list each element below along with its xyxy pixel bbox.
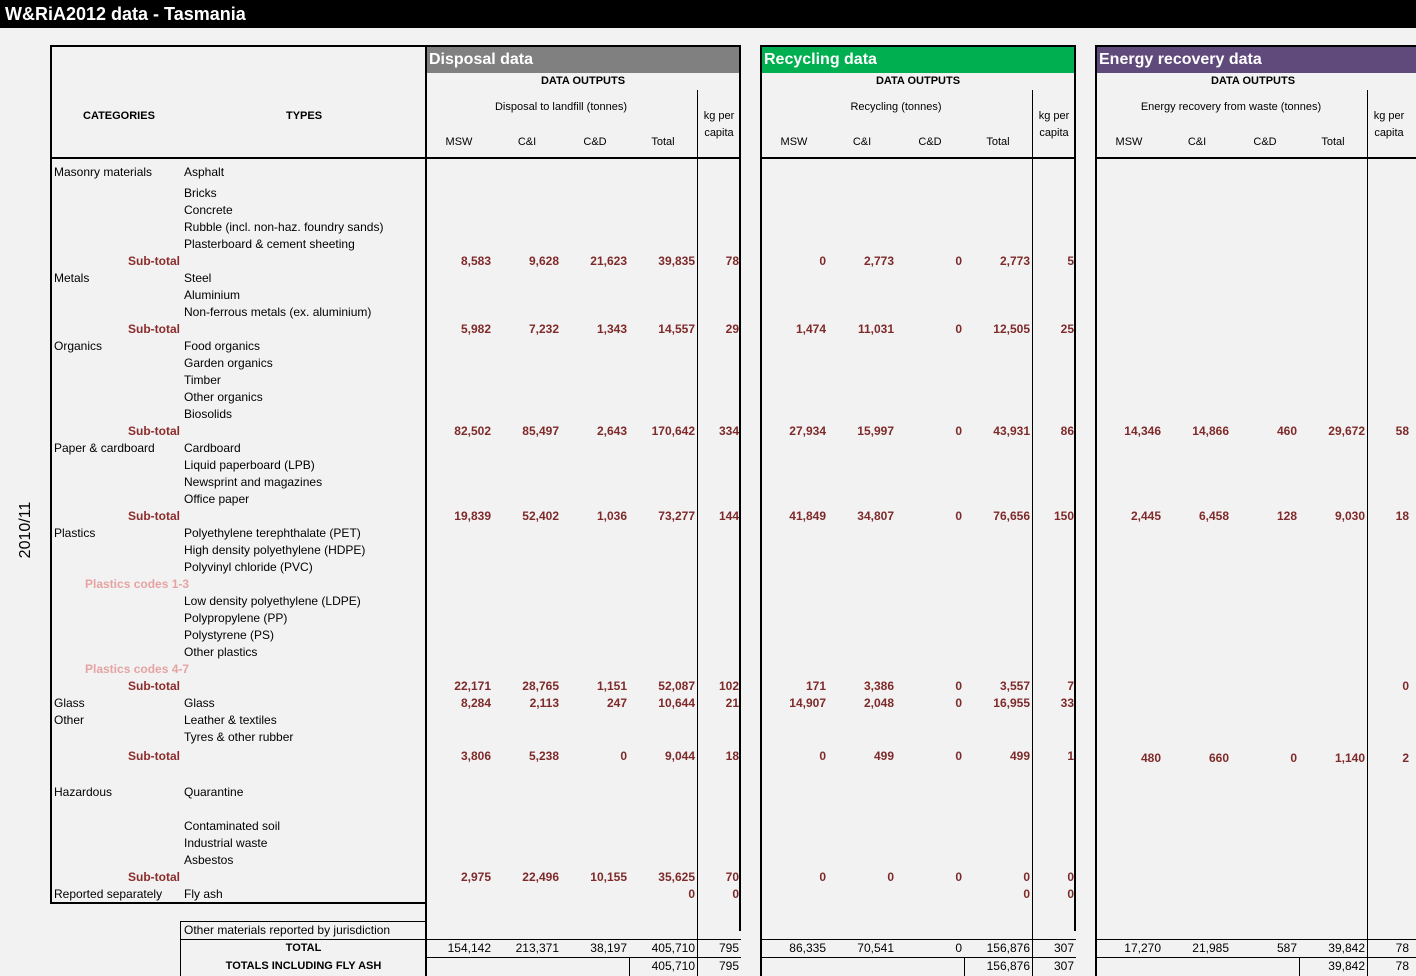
recycling-kg-per: kg per	[1038, 110, 1070, 122]
recycling-cell: 14,907	[789, 696, 826, 710]
disposal-cell: 28,765	[522, 679, 559, 693]
energy-fly-ash-total-cell: 78	[1395, 959, 1409, 973]
type-label: Plasterboard & cement sheeting	[184, 237, 355, 251]
disposal-cell: 73,277	[658, 509, 695, 523]
energy-data-outputs: DATA OUTPUTS	[1210, 75, 1296, 87]
type-label: Biosolids	[184, 407, 233, 421]
disposal-cell: 5,982	[460, 322, 491, 336]
energy-fly-ash-total-cell: 39,842	[1328, 959, 1365, 973]
energy-cell: 14,866	[1192, 424, 1229, 438]
energy-cell: 14,346	[1124, 424, 1161, 438]
subtotal-label: Sub-total	[128, 322, 180, 336]
disposal-header-divider	[425, 157, 741, 159]
disposal-cell: 22,171	[454, 679, 491, 693]
disposal-cell: 78	[725, 254, 739, 268]
disposal-cell: 144	[718, 509, 739, 523]
recycling-cell: 2,773	[863, 254, 894, 268]
disposal-cell: 8,284	[460, 696, 491, 710]
energy-cell: 2	[1402, 751, 1409, 765]
type-label: Newsprint and magazines	[184, 475, 323, 489]
disposal-cell: 35,625	[658, 870, 695, 884]
total-label: TOTAL	[285, 942, 322, 954]
disposal-cell: 21	[725, 696, 739, 710]
recycling-cell: 2,048	[863, 696, 894, 710]
energy-cell: 6,458	[1198, 509, 1229, 523]
energy-section-title: Energy recovery data	[1095, 47, 1416, 73]
category-label: Plastics	[54, 526, 96, 540]
recycling-cell: 43,931	[993, 424, 1030, 438]
type-label: Polypropylene (PP)	[184, 611, 288, 625]
type-label: Other organics	[184, 390, 263, 404]
recycling-cell: 5	[1067, 254, 1074, 268]
type-label: Low density polyethylene (LDPE)	[184, 594, 361, 608]
recycling-kg-divider	[1032, 90, 1033, 976]
recycling-col-total: Total	[986, 136, 1010, 148]
header-types: TYPES	[286, 110, 323, 122]
energy-col-cd: C&D	[1253, 136, 1277, 148]
disposal-section-title: Disposal data	[425, 47, 741, 73]
energy-cell: 9,030	[1334, 509, 1365, 523]
recycling-col-ci: C&I	[852, 136, 872, 148]
type-label: Non-ferrous metals (ex. aluminium)	[184, 305, 372, 319]
header-divider	[50, 157, 427, 159]
type-label: Concrete	[184, 203, 233, 217]
recycling-cell: 15,997	[857, 424, 894, 438]
recycling-right-border	[1074, 45, 1076, 931]
recycling-fly-ash-total-cell: 307	[1053, 959, 1074, 973]
disposal-cell: 102	[718, 679, 739, 693]
disposal-cell: 2,113	[529, 696, 559, 710]
recycling-cell: 0	[955, 870, 962, 884]
recycling-cell: 0	[819, 254, 826, 268]
disposal-cell: 247	[606, 696, 627, 710]
recycling-cell: 0	[1023, 887, 1030, 901]
type-label: Contaminated soil	[184, 819, 281, 833]
disposal-cell: 0	[732, 887, 739, 901]
recycling-top-border	[760, 45, 1076, 47]
recycling-cell: 0	[955, 322, 962, 336]
subtotal-label: Sub-total	[128, 749, 180, 763]
disposal-total-cell: 795	[718, 941, 739, 955]
disposal-cell: 334	[718, 424, 739, 438]
disposal-col-ci: C&I	[517, 136, 537, 148]
energy-total-cell: 17,270	[1124, 941, 1161, 955]
recycling-cell: 7	[1067, 679, 1074, 693]
recycling-cell: 499	[873, 749, 894, 763]
disposal-cell: 14,557	[658, 322, 695, 336]
recycling-total-cell: 86,335	[789, 941, 826, 955]
recycling-col-cd: C&D	[918, 136, 942, 148]
type-label: Aluminium	[184, 288, 241, 302]
disposal-fly-ash-total-cell: 405,710	[651, 959, 695, 973]
disposal-cell: 0	[620, 749, 627, 763]
disposal-cell: 1,036	[596, 509, 627, 523]
subtotal-label: Sub-total	[128, 679, 180, 693]
energy-col-total: Total	[1321, 136, 1345, 148]
energy-cell: 480	[1140, 751, 1161, 765]
type-label: Fly ash	[184, 887, 223, 901]
category-label: Hazardous	[54, 785, 113, 799]
disposal-cell: 52,402	[522, 509, 559, 523]
energy-col-msw: MSW	[1115, 136, 1143, 148]
recycling-cell: 3,557	[999, 679, 1030, 693]
disposal-col-msw: MSW	[445, 136, 473, 148]
energy-cell: 0	[1290, 751, 1297, 765]
disposal-cell: 29	[725, 322, 739, 336]
type-label: Tyres & other rubber	[184, 730, 294, 744]
energy-cell: 128	[1276, 509, 1297, 523]
category-label: Masonry materials	[54, 165, 153, 179]
recycling-cell: 0	[955, 509, 962, 523]
disposal-cell: 8,583	[460, 254, 491, 268]
type-label: Bricks	[184, 186, 217, 200]
disposal-cell: 1,343	[596, 322, 627, 336]
other-materials-label: Other materials reported by jurisdiction	[184, 923, 391, 937]
recycling-cell: 41,849	[789, 509, 826, 523]
recycling-cell: 0	[1067, 887, 1074, 901]
recycling-cell: 0	[955, 254, 962, 268]
type-label: Timber	[184, 373, 221, 387]
recycling-cell: 25	[1060, 322, 1074, 336]
type-label: Industrial waste	[184, 836, 268, 850]
recycling-total-cell: 0	[955, 941, 962, 955]
recycling-cell: 0	[955, 679, 962, 693]
category-label: Paper & cardboard	[54, 441, 155, 455]
energy-total-cell: 78	[1395, 941, 1409, 955]
recycling-cell: 76,656	[993, 509, 1030, 523]
recycling-section-title: Recycling data	[760, 47, 1076, 73]
subtotal-label: Sub-total	[128, 870, 180, 884]
disposal-cell: 9,628	[528, 254, 559, 268]
subtotal-label: Sub-total	[128, 509, 180, 523]
category-label: Reported separately	[54, 887, 163, 901]
disposal-col-cd: C&D	[583, 136, 607, 148]
disposal-total-cell: 38,197	[590, 941, 627, 955]
type-label: Polystyrene (PS)	[184, 628, 275, 642]
subtotal-label: Sub-total	[128, 254, 180, 268]
energy-capita: capita	[1374, 127, 1404, 139]
disposal-cell: 52,087	[658, 679, 695, 693]
energy-cell: 58	[1395, 424, 1409, 438]
type-label: Quarantine	[184, 785, 244, 799]
energy-cell: 1,140	[1334, 751, 1365, 765]
disposal-cell: 10,644	[658, 696, 695, 710]
type-label: Asphalt	[184, 165, 225, 179]
type-label: Leather & textiles	[184, 713, 277, 727]
disposal-cell: 22,496	[522, 870, 559, 884]
disposal-cell: 170,642	[651, 424, 695, 438]
recycling-cell: 12,505	[993, 322, 1030, 336]
energy-cell: 29,672	[1328, 424, 1365, 438]
disposal-cell: 2,643	[596, 424, 627, 438]
recycling-cell: 86	[1060, 424, 1074, 438]
recycling-cell: 150	[1053, 509, 1074, 523]
type-label: Garden organics	[184, 356, 273, 370]
category-label: Metals	[54, 271, 90, 285]
disposal-cell: 9,044	[664, 749, 695, 763]
recycling-cell: 27,934	[789, 424, 826, 438]
energy-kg-per: kg per	[1373, 110, 1405, 122]
energy-col-ci: C&I	[1187, 136, 1207, 148]
recycling-capita: capita	[1039, 127, 1069, 139]
energy-top-border	[1095, 45, 1416, 47]
recycling-cell: 0	[1023, 870, 1030, 884]
subtotal-label: Sub-total	[128, 424, 180, 438]
type-label: Polyethylene terephthalate (PET)	[184, 526, 361, 540]
year-label: 2010/11	[17, 501, 34, 559]
recycling-cell: 0	[819, 749, 826, 763]
recycling-cell: 499	[1009, 749, 1030, 763]
recycling-cell: 16,955	[993, 696, 1030, 710]
disposal-cell: 19,839	[454, 509, 491, 523]
recycling-cell: 0	[955, 696, 962, 710]
energy-cell: 2,445	[1130, 509, 1161, 523]
energy-total-cell: 587	[1276, 941, 1297, 955]
energy-cell: 18	[1395, 509, 1409, 523]
disposal-capita: capita	[704, 127, 734, 139]
plastics-code-label: Plastics codes 4-7	[85, 662, 190, 676]
recycling-cell: 0	[887, 870, 894, 884]
type-label: Rubble (incl. non-haz. foundry sands)	[184, 220, 384, 234]
recycling-total-cell: 70,541	[857, 941, 894, 955]
recycling-col-msw: MSW	[780, 136, 808, 148]
type-label: High density polyethylene (HDPE)	[184, 543, 366, 557]
energy-subtitle: Energy recovery from waste (tonnes)	[1140, 101, 1322, 113]
disposal-cell: 82,502	[454, 424, 491, 438]
disposal-cell: 39,835	[658, 254, 695, 268]
type-label: Steel	[184, 271, 212, 285]
type-label: Asbestos	[184, 853, 234, 867]
disposal-cell: 0	[688, 887, 695, 901]
recycling-cell: 11,031	[857, 322, 894, 336]
energy-total-cell: 21,985	[1192, 941, 1229, 955]
disposal-fly-ash-total-cell: 795	[718, 959, 739, 973]
category-label: Other	[54, 713, 85, 727]
disposal-kg-per: kg per	[703, 110, 735, 122]
recycling-cell: 0	[955, 424, 962, 438]
recycling-header-divider	[760, 157, 1076, 159]
recycling-cell: 34,807	[857, 509, 894, 523]
recycling-cell: 1	[1067, 749, 1074, 763]
type-label: Cardboard	[184, 441, 241, 455]
recycling-cell: 0	[819, 870, 826, 884]
disposal-data-outputs: DATA OUTPUTS	[540, 75, 626, 87]
disposal-col-total: Total	[651, 136, 675, 148]
recycling-fly-ash-total-cell: 156,876	[986, 959, 1030, 973]
category-label: Organics	[54, 339, 103, 353]
header-categories: CATEGORIES	[83, 110, 155, 122]
recycling-cell: 0	[955, 749, 962, 763]
plastics-code-label: Plastics codes 1-3	[85, 577, 190, 591]
energy-cell: 460	[1276, 424, 1297, 438]
disposal-cell: 1,151	[596, 679, 627, 693]
disposal-cell: 2,975	[460, 870, 491, 884]
type-label: Food organics	[184, 339, 261, 353]
disposal-cell: 18	[725, 749, 739, 763]
recycling-data-outputs: DATA OUTPUTS	[875, 75, 961, 87]
recycling-cell: 171	[805, 679, 826, 693]
type-label: Liquid paperboard (LPB)	[184, 458, 315, 472]
type-label: Other plastics	[184, 645, 258, 659]
recycling-total-cell: 156,876	[986, 941, 1030, 955]
recycling-cell: 33	[1060, 696, 1074, 710]
recycling-cell: 2,773	[999, 254, 1030, 268]
disposal-right-border	[739, 45, 741, 931]
category-label: Glass	[54, 696, 85, 710]
disposal-cell: 5,238	[528, 749, 559, 763]
type-label: Office paper	[184, 492, 250, 506]
recycling-total-cell: 307	[1053, 941, 1074, 955]
disposal-cell: 10,155	[590, 870, 627, 884]
disposal-cell: 3,806	[460, 749, 491, 763]
fly-ash-total-label: TOTALS INCLUDING FLY ASH	[225, 960, 382, 972]
window-title: W&RiA2012 data - Tasmania	[0, 0, 1416, 28]
energy-total-cell: 39,842	[1328, 941, 1365, 955]
type-label: Polyvinyl chloride (PVC)	[184, 560, 313, 574]
energy-cell: 0	[1402, 679, 1409, 693]
recycling-cell: 1,474	[795, 322, 826, 336]
recycling-cell: 0	[1067, 870, 1074, 884]
disposal-cell: 70	[725, 870, 739, 884]
energy-cell: 660	[1208, 751, 1229, 765]
recycling-subtitle: Recycling (tonnes)	[850, 101, 942, 113]
disposal-top-border	[425, 45, 741, 47]
recycling-cell: 3,386	[863, 679, 894, 693]
disposal-kg-divider	[697, 90, 698, 976]
disposal-total-cell: 154,142	[447, 941, 491, 955]
disposal-subtitle: Disposal to landfill (tonnes)	[494, 101, 628, 113]
disposal-cell: 7,232	[528, 322, 559, 336]
type-label: Glass	[184, 696, 215, 710]
disposal-cell: 21,623	[590, 254, 627, 268]
energy-kg-divider	[1367, 90, 1368, 976]
disposal-total-cell: 213,371	[515, 941, 559, 955]
disposal-cell: 85,497	[522, 424, 559, 438]
disposal-total-cell: 405,710	[651, 941, 695, 955]
